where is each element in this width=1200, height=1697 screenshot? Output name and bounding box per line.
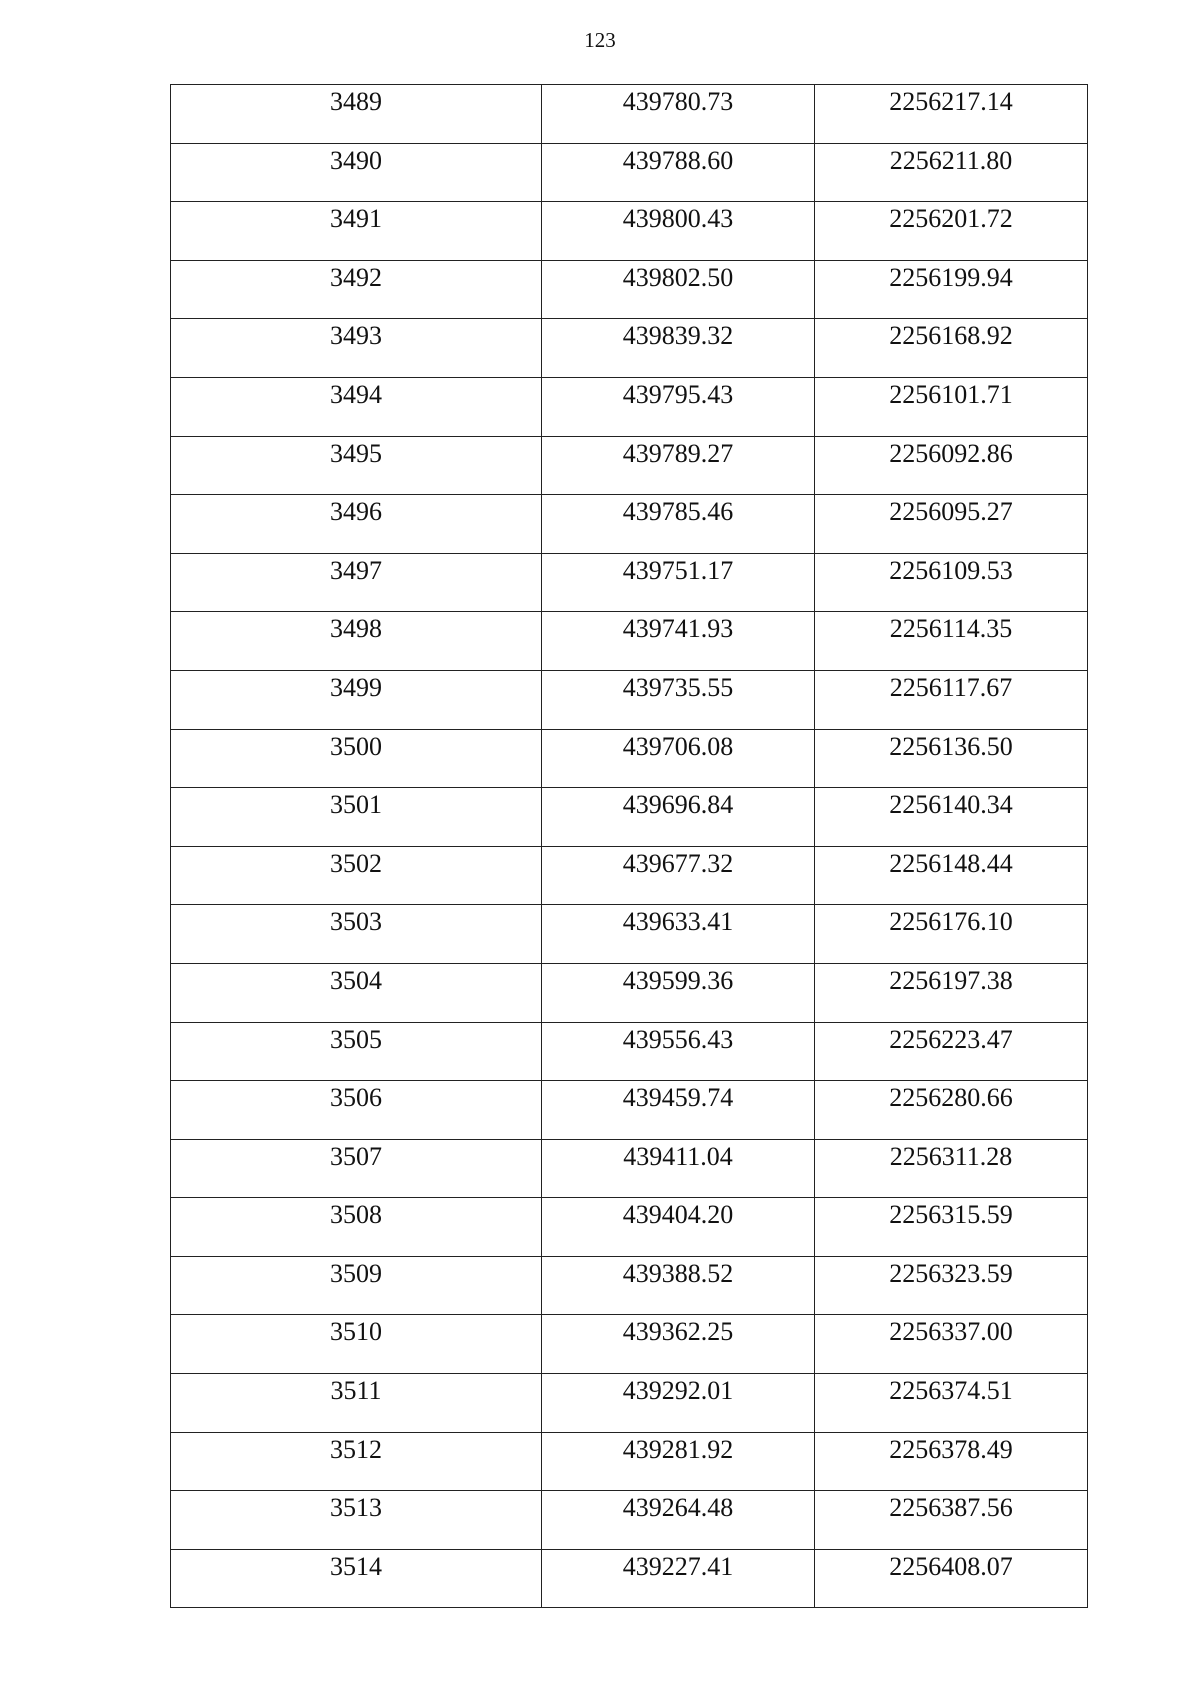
cell-value: 2256095.27 bbox=[889, 497, 1013, 527]
northing-cell bbox=[815, 670, 1088, 729]
easting-cell bbox=[542, 377, 815, 436]
cell-value: 439227.41 bbox=[622, 1551, 734, 1581]
coordinate-table bbox=[170, 84, 1088, 1608]
easting-cell bbox=[542, 436, 815, 495]
table-row bbox=[171, 1256, 1088, 1315]
northing-cell bbox=[815, 495, 1088, 554]
table-row bbox=[171, 1315, 1088, 1374]
northing-cell bbox=[815, 612, 1088, 671]
cell-value: 2256223.47 bbox=[889, 1024, 1013, 1054]
northing-cell bbox=[815, 377, 1088, 436]
cell-value: 3495 bbox=[330, 438, 382, 468]
cell-value: 439388.52 bbox=[622, 1258, 734, 1288]
cell-value: 439404.20 bbox=[622, 1200, 734, 1230]
cell-value: 439839.32 bbox=[622, 321, 734, 351]
table-row bbox=[171, 788, 1088, 847]
cell-value: 2256168.92 bbox=[889, 321, 1013, 351]
cell-value: 439735.55 bbox=[622, 672, 734, 702]
cell-value: 3489 bbox=[330, 87, 382, 116]
northing-cell bbox=[815, 202, 1088, 261]
table-row bbox=[171, 1139, 1088, 1198]
cell-value: 2256374.51 bbox=[889, 1376, 1013, 1406]
point-number-cell bbox=[171, 1256, 542, 1315]
northing-cell bbox=[815, 1022, 1088, 1081]
easting-cell bbox=[542, 1315, 815, 1374]
northing-cell bbox=[815, 1432, 1088, 1491]
easting-cell bbox=[542, 612, 815, 671]
point-number-cell bbox=[171, 1198, 542, 1257]
cell-value: 3497 bbox=[330, 555, 382, 585]
northing-cell bbox=[815, 846, 1088, 905]
cell-value: 439789.27 bbox=[622, 438, 734, 468]
cell-value: 439264.48 bbox=[622, 1493, 734, 1523]
cell-value: 2256211.80 bbox=[889, 145, 1013, 175]
point-number-cell bbox=[171, 1432, 542, 1491]
cell-value: 2256109.53 bbox=[889, 555, 1013, 585]
cell-value: 2256176.10 bbox=[889, 907, 1013, 937]
coordinate-table-body bbox=[171, 85, 1088, 1608]
easting-cell bbox=[542, 1491, 815, 1550]
northing-cell bbox=[815, 143, 1088, 202]
table-row bbox=[171, 202, 1088, 261]
northing-cell bbox=[815, 905, 1088, 964]
table-row bbox=[171, 1081, 1088, 1140]
cell-value: 2256197.38 bbox=[889, 965, 1013, 995]
point-number-cell bbox=[171, 1315, 542, 1374]
cell-value: 439281.92 bbox=[622, 1434, 734, 1464]
cell-value: 439706.08 bbox=[622, 731, 734, 761]
table-row bbox=[171, 1198, 1088, 1257]
cell-value: 2256311.28 bbox=[889, 1141, 1013, 1171]
northing-cell bbox=[815, 85, 1088, 144]
cell-value: 3510 bbox=[330, 1317, 382, 1347]
easting-cell bbox=[542, 963, 815, 1022]
cell-value: 439751.17 bbox=[622, 555, 734, 585]
point-number-cell bbox=[171, 1374, 542, 1433]
easting-cell bbox=[542, 495, 815, 554]
table-row bbox=[171, 319, 1088, 378]
cell-value: 3514 bbox=[330, 1551, 382, 1581]
point-number-cell bbox=[171, 202, 542, 261]
point-number-cell bbox=[171, 377, 542, 436]
cell-value: 439696.84 bbox=[622, 790, 734, 820]
cell-value: 439800.43 bbox=[622, 204, 734, 234]
table-row bbox=[171, 495, 1088, 554]
northing-cell bbox=[815, 1198, 1088, 1257]
northing-cell bbox=[815, 963, 1088, 1022]
table-row bbox=[171, 1022, 1088, 1081]
table-row bbox=[171, 729, 1088, 788]
cell-value: 3504 bbox=[330, 965, 382, 995]
cell-value: 3512 bbox=[330, 1434, 382, 1464]
easting-cell bbox=[542, 1374, 815, 1433]
cell-value: 3500 bbox=[330, 731, 382, 761]
easting-cell bbox=[542, 1198, 815, 1257]
cell-value: 2256140.34 bbox=[889, 790, 1013, 820]
cell-value: 3513 bbox=[330, 1493, 382, 1523]
point-number-cell bbox=[171, 319, 542, 378]
table-row bbox=[171, 377, 1088, 436]
cell-value: 3498 bbox=[330, 614, 382, 644]
cell-value: 3492 bbox=[330, 262, 382, 292]
northing-cell bbox=[815, 1315, 1088, 1374]
cell-value: 439362.25 bbox=[622, 1317, 734, 1347]
easting-cell bbox=[542, 1432, 815, 1491]
northing-cell bbox=[815, 1139, 1088, 1198]
table-row bbox=[171, 905, 1088, 964]
easting-cell bbox=[542, 729, 815, 788]
point-number-cell bbox=[171, 1491, 542, 1550]
point-number-cell bbox=[171, 260, 542, 319]
easting-cell bbox=[542, 143, 815, 202]
easting-cell bbox=[542, 670, 815, 729]
table-row bbox=[171, 1432, 1088, 1491]
cell-value: 2256378.49 bbox=[889, 1434, 1013, 1464]
point-number-cell bbox=[171, 1549, 542, 1608]
point-number-cell bbox=[171, 553, 542, 612]
cell-value: 2256217.14 bbox=[889, 87, 1013, 116]
table-row bbox=[171, 1491, 1088, 1550]
cell-value: 3499 bbox=[330, 672, 382, 702]
cell-value: 2256117.67 bbox=[889, 672, 1013, 702]
cell-value: 3511 bbox=[330, 1376, 382, 1406]
easting-cell bbox=[542, 1139, 815, 1198]
table-row bbox=[171, 846, 1088, 905]
easting-cell bbox=[542, 553, 815, 612]
point-number-cell bbox=[171, 1022, 542, 1081]
point-number-cell bbox=[171, 963, 542, 1022]
point-number-cell bbox=[171, 495, 542, 554]
northing-cell bbox=[815, 1374, 1088, 1433]
point-number-cell bbox=[171, 670, 542, 729]
cell-value: 439556.43 bbox=[622, 1024, 734, 1054]
cell-value: 2256323.59 bbox=[889, 1258, 1013, 1288]
point-number-cell bbox=[171, 905, 542, 964]
cell-value: 2256315.59 bbox=[889, 1200, 1013, 1230]
point-number-cell bbox=[171, 846, 542, 905]
easting-cell bbox=[542, 846, 815, 905]
table-row bbox=[171, 612, 1088, 671]
northing-cell bbox=[815, 729, 1088, 788]
cell-value: 3506 bbox=[330, 1083, 382, 1113]
cell-value: 2256201.72 bbox=[889, 204, 1013, 234]
page-number: 123 bbox=[584, 28, 616, 52]
cell-value: 3496 bbox=[330, 497, 382, 527]
cell-value: 2256136.50 bbox=[889, 731, 1013, 761]
point-number-cell bbox=[171, 612, 542, 671]
table-row bbox=[171, 85, 1088, 144]
northing-cell bbox=[815, 1549, 1088, 1608]
cell-value: 439292.01 bbox=[622, 1376, 734, 1406]
cell-value: 2256387.56 bbox=[889, 1493, 1013, 1523]
point-number-cell bbox=[171, 788, 542, 847]
cell-value: 2256280.66 bbox=[889, 1083, 1013, 1113]
table-row bbox=[171, 670, 1088, 729]
point-number-cell bbox=[171, 729, 542, 788]
easting-cell bbox=[542, 1081, 815, 1140]
cell-value: 2256408.07 bbox=[889, 1551, 1013, 1581]
point-number-cell bbox=[171, 85, 542, 144]
cell-value: 3494 bbox=[330, 379, 382, 409]
table-row bbox=[171, 260, 1088, 319]
northing-cell bbox=[815, 1081, 1088, 1140]
cell-value: 439599.36 bbox=[622, 965, 734, 995]
easting-cell bbox=[542, 1256, 815, 1315]
cell-value: 2256114.35 bbox=[889, 614, 1013, 644]
cell-value: 439677.32 bbox=[622, 848, 734, 878]
cell-value: 3507 bbox=[330, 1141, 382, 1171]
cell-value: 3508 bbox=[330, 1200, 382, 1230]
cell-value: 2256148.44 bbox=[889, 848, 1013, 878]
easting-cell bbox=[542, 260, 815, 319]
cell-value: 439795.43 bbox=[622, 379, 734, 409]
cell-value: 3503 bbox=[330, 907, 382, 937]
easting-cell bbox=[542, 85, 815, 144]
table-row bbox=[171, 143, 1088, 202]
cell-value: 3493 bbox=[330, 321, 382, 351]
table-row bbox=[171, 963, 1088, 1022]
point-number-cell bbox=[171, 143, 542, 202]
cell-value: 2256092.86 bbox=[889, 438, 1013, 468]
point-number-cell bbox=[171, 436, 542, 495]
cell-value: 3491 bbox=[330, 204, 382, 234]
table-row bbox=[171, 436, 1088, 495]
cell-value: 3509 bbox=[330, 1258, 382, 1288]
northing-cell bbox=[815, 1256, 1088, 1315]
cell-value: 439785.46 bbox=[622, 497, 734, 527]
cell-value: 3490 bbox=[330, 145, 382, 175]
easting-cell bbox=[542, 905, 815, 964]
easting-cell bbox=[542, 1022, 815, 1081]
cell-value: 439802.50 bbox=[622, 262, 734, 292]
table-row bbox=[171, 1549, 1088, 1608]
table-row bbox=[171, 1374, 1088, 1433]
cell-value: 439780.73 bbox=[622, 87, 734, 116]
easting-cell bbox=[542, 319, 815, 378]
cell-value: 2256101.71 bbox=[889, 379, 1013, 409]
cell-value: 2256337.00 bbox=[889, 1317, 1013, 1347]
easting-cell bbox=[542, 1549, 815, 1608]
northing-cell bbox=[815, 553, 1088, 612]
easting-cell bbox=[542, 788, 815, 847]
easting-cell bbox=[542, 202, 815, 261]
cell-value: 3505 bbox=[330, 1024, 382, 1054]
point-number-cell bbox=[171, 1081, 542, 1140]
table-row bbox=[171, 553, 1088, 612]
point-number-cell bbox=[171, 1139, 542, 1198]
cell-value: 439633.41 bbox=[622, 907, 734, 937]
cell-value: 2256199.94 bbox=[889, 262, 1013, 292]
cell-value: 3501 bbox=[330, 790, 382, 820]
cell-value: 439411.04 bbox=[623, 1141, 733, 1171]
northing-cell bbox=[815, 260, 1088, 319]
cell-value: 439788.60 bbox=[622, 145, 734, 175]
northing-cell bbox=[815, 436, 1088, 495]
northing-cell bbox=[815, 1491, 1088, 1550]
cell-value: 439459.74 bbox=[622, 1083, 734, 1113]
cell-value: 439741.93 bbox=[622, 614, 734, 644]
northing-cell bbox=[815, 319, 1088, 378]
cell-value: 3502 bbox=[330, 848, 382, 878]
northing-cell bbox=[815, 788, 1088, 847]
